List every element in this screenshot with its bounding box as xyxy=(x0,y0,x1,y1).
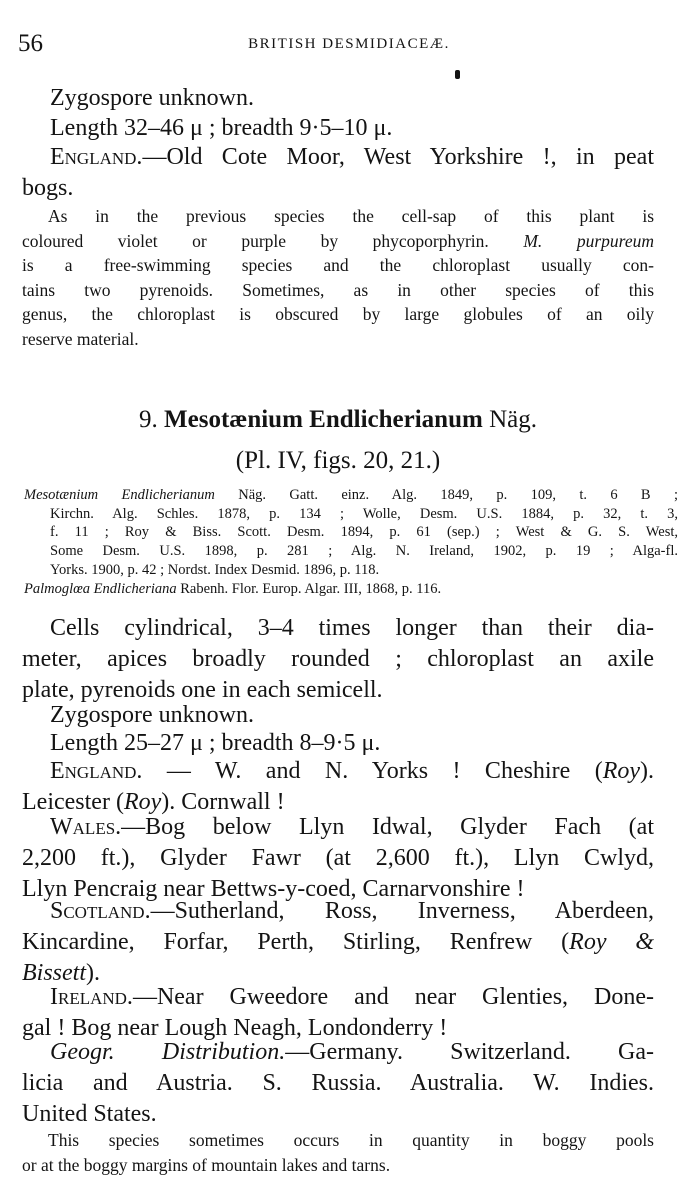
ink-blot-mark xyxy=(455,70,460,79)
scotland-label: Scotland. xyxy=(50,898,151,924)
species-name: Mesotænium Endlicherianum xyxy=(164,406,483,433)
species-note: This species sometimes occurs in quantity in boggy pools or at the boggy margins of mountain lakes and tarns. xyxy=(22,1130,654,1175)
species-heading xyxy=(22,404,654,435)
scotland-record: Scotland.—Sutherland, Ross, Inverness, Aberdeen, Kincardine, Forfar, Perth, Stirling, Renfrew (Roy & Bissett). xyxy=(22,898,654,986)
wales-record: Wales.—Bog below Llyn Idwal, Glyder Fach (at 2,200 ft.), Glyder Fawr (at 2,600 ft.), Llyn Cwlyd, Llyn Pencraig near Bettws-y-coed, Carnarvonshire ! xyxy=(22,814,654,902)
prev-species-note: As in the previous species the cell-sap of this plant is coloured violet or purple by phycoporphyrin. M. purpureum is a free-swimming species and the chloroplast usually con- tains two pyrenoids. Sometimes, as in other species of this genus, the chloroplast is obscured by large globules of an oily reserve material. xyxy=(22,206,654,349)
plate-reference: (Pl. IV, figs. 20, 21.) xyxy=(235,447,441,474)
wales-label: Wales. xyxy=(50,814,122,840)
distribution-label: Geogr. Distribution. xyxy=(50,1039,286,1065)
prev-measurements: Length 32–46 μ ; breadth 9·5–10 μ. xyxy=(50,115,393,141)
prev-england-label: England. xyxy=(50,144,143,170)
synonymy-citations: Mesotænium Endlicherianum Näg. Gatt. einz. Alg. 1849, p. 109, t. 6 B ; Kirchn. Alg. Schles. 1878, p. 134 ; Wolle, Desm. U.S. 1884, p. 32, t. 3, f. 11 ; Roy & Biss. Scott. Desm. 1894, p. 61 (sep.) ; West & G. S. West, Some Desm. U.S. 1898, p. 281 ; Alg. N. Ireland, 1902, p. 19 ; Alga-fl. Yorks. 1900, p. 42 ; Nordst. Index Desmid. 1896, p. 118. Palmoglœa Endlicheriana Rabenh. Flor. Europ. Algar. III, 1868, p. 116. xyxy=(24,487,678,597)
running-head: BRITISH DESMIDIACEÆ. xyxy=(248,36,450,52)
zygospore-line: Zygospore unknown. xyxy=(50,702,254,728)
geographic-distribution: Geogr. Distribution.—Germany. Switzerland. Ga- licia and Austria. S. Russia. Australia. W. Indies. United States. xyxy=(22,1039,654,1127)
species-author: Näg. xyxy=(489,406,537,433)
prev-england-record: England.—Old Cote Moor, West Yorkshire !, in peat bogs. xyxy=(22,144,654,201)
england-record: England. — W. and N. Yorks ! Cheshire (Roy). Leicester (Roy). Cornwall ! xyxy=(22,758,654,815)
prev-zygospore-line: Zygospore unknown. xyxy=(50,85,254,111)
species-description: Cells cylindrical, 3–4 times longer than their dia- meter, apices broadly rounded ; chloroplast an axile plate, pyrenoids one in each semicell. xyxy=(22,615,654,703)
ireland-label: Ireland. xyxy=(50,984,133,1010)
species-number: 9. xyxy=(139,406,158,433)
england-label: England. xyxy=(50,758,143,784)
measurements: Length 25–27 μ ; breadth 8–9·5 μ. xyxy=(50,730,381,756)
ireland-record: Ireland.—Near Gweedore and near Glenties, Done- gal ! Bog near Lough Neagh, Londonderry ! xyxy=(22,984,654,1041)
page-header xyxy=(0,30,698,60)
page-number: 56 xyxy=(18,30,43,57)
